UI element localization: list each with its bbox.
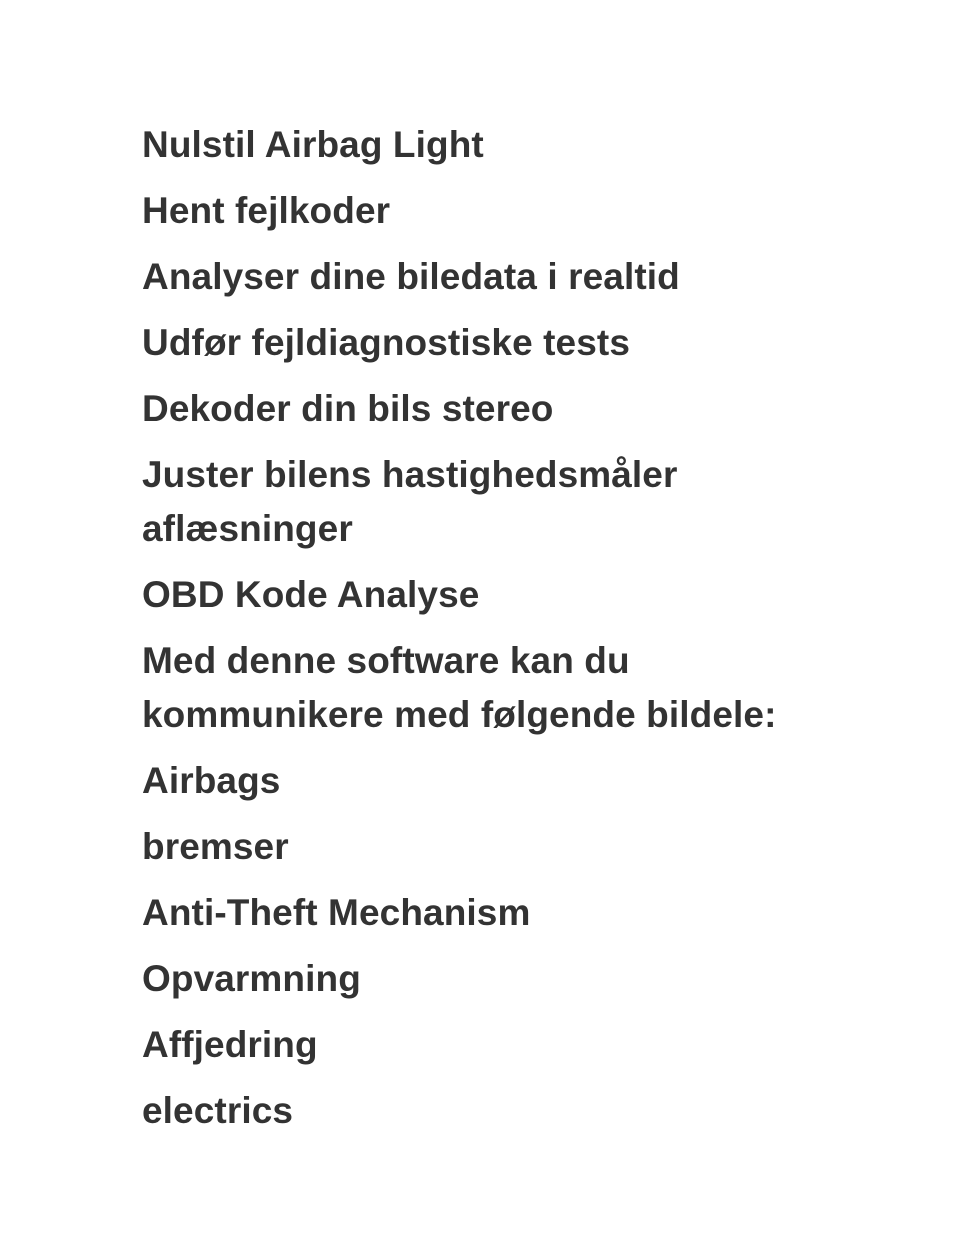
text-line-airbags: Airbags (142, 760, 281, 801)
text-line-electrics: electrics (142, 1090, 294, 1131)
text-line-communication-intro: Med denne software kan du kommunikere med følgende bildele: (142, 640, 777, 735)
text-line-decode-stereo: Dekoder din bils stereo (142, 388, 554, 429)
document-text-block (142, 118, 842, 1150)
text-line-heating: Opvarmning (142, 958, 361, 999)
text-line-fetch-fault-codes: Hent fejlkoder (142, 190, 391, 231)
text-line-obd-code-analysis: OBD Kode Analyse (142, 574, 480, 615)
text-line-suspension: Affjedring (142, 1024, 318, 1065)
text-line-adjust-speedometer: Juster bilens hastighedsmåler aflæsninger (142, 454, 678, 549)
text-line-brakes: bremser (142, 826, 289, 867)
text-line-anti-theft: Anti-Theft Mechanism (142, 892, 531, 933)
text-line-analyze-car-data: Analyser dine biledata i realtid (142, 256, 680, 297)
text-line-reset-airbag-light: Nulstil Airbag Light (142, 124, 484, 165)
text-line-run-diagnostic-tests: Udfør fejldiagnostiske tests (142, 322, 631, 363)
